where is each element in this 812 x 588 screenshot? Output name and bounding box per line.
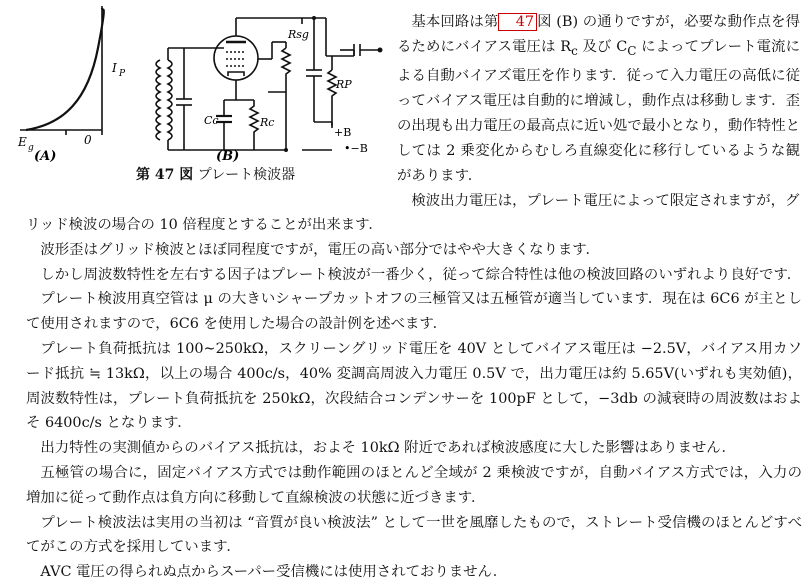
paragraph-avc: AVC 電圧の得られぬ点からスーパー受信機には使用されておりません． — [40, 564, 508, 581]
paragraph-tube-choice: プレート検波用真空管は μ の大きいシャープカットオフの三極管又は五極管が適当しています．現在は 6C6 が主として使用されますので，6C6 を使用した場合の設計例を述べます． — [26, 291, 802, 333]
eg-label: E — [18, 135, 27, 149]
paragraph-output-voltage-tail: リッド検波の場合の 10 倍程度とすることが出来ます． — [26, 217, 383, 233]
rp-label: RP — [336, 78, 352, 91]
rsg-label: Rsg — [288, 28, 309, 41]
input-coil — [156, 60, 160, 140]
cc-label: Cc — [204, 114, 219, 127]
minus-b-label: •−B — [344, 142, 368, 155]
plus-b-label: +B — [334, 126, 352, 139]
paragraph-bias-resistor: 出力特性の実測値からのバイアス抵抗は，およそ 10kΩ 附近であれば検波感度に大した影響はありません． — [40, 440, 736, 457]
caption-number: 第 47 図 — [136, 167, 194, 183]
paragraph-output-voltage-head: 検波出力電圧は，プレート電圧によって限定されますが，グ — [411, 192, 800, 209]
svg-text:g: g — [28, 143, 34, 153]
secondary-coil — [168, 60, 172, 140]
cathode-resistor — [250, 100, 258, 150]
screen-resistor — [282, 48, 290, 88]
paragraph-design-example: プレート負荷抵抗は 100∼250kΩ，スクリーングリッド電圧を 40V としてバイアス電圧は −2.5V，バイアス用カソード抵抗 ≒ 13kΩ，以上の場合 400c/s，40% 変調高周波入力電圧 0.5V で，出力電圧は約 5.65V(いずれも実効値)，周波数特性は，プレート負荷抵抗を 250kΩ，次段結合コンデンサーを 100pF として，−3db の減衰時の周波数はおよそ 6400c/s となります． — [26, 340, 802, 432]
main-text-body — [26, 213, 802, 585]
figure-47 — [14, 4, 390, 182]
zero-label: 0 — [84, 133, 92, 147]
label-a: (A) — [34, 149, 57, 164]
paragraph-pentode: 五極管の場合に，固定バイアス方式では動作範囲のほとんど全域が 2 乗検波ですが，自動バイアス方式では，入力の増加に従って動作点は負方向に移動して直線検波の状態に近づきます． — [26, 464, 802, 506]
paragraph-history: プレート検波法は実用の当初は “音質が良い検波法” として一世を風靡したもので，ストレート受信機のほとんどすべてがこの方式を採用しています． — [26, 514, 802, 556]
ip-label: I — [112, 61, 117, 75]
paragraph-waveform-distortion: 波形歪はグリッド検波とほぼ同程度ですが，電圧の高い部分ではやや大きくなります． — [40, 241, 600, 258]
side-text-column — [397, 10, 800, 214]
label-b: (B) — [216, 149, 240, 164]
figure-caption — [136, 164, 295, 184]
plate-resistor — [328, 70, 336, 126]
paragraph-frequency-response: しかし周波数特性を左右する因子はプレート検波が一番少く，従って綜合特性は他の検波回路のいずれより良好です． — [40, 266, 802, 283]
caption-title: プレート検波器 — [197, 167, 296, 183]
ip-curve — [26, 8, 104, 130]
rc-label: Rc — [260, 116, 275, 129]
figure-reference-link[interactable]: 47 — [498, 13, 537, 31]
svg-text:P: P — [119, 69, 126, 79]
paragraph-basic-circuit: 基本回路は第 47 図 (B) の通りですが，必要な動作点を得るためにバイアス電圧は $R_c$ 及び $C_C$ によってプレート電流による自動バイアズ電圧を作ります．従って入力電圧の高低に従ってバイアス電圧は自動的に増減し，動作点は移動します．歪の出現も出力電圧の最高点に近い処で最小となり，動作特性としては 2 乗変化からむしろ直線変化に移行しているような観があります． — [397, 14, 800, 184]
circuit-diagram — [14, 4, 390, 182]
